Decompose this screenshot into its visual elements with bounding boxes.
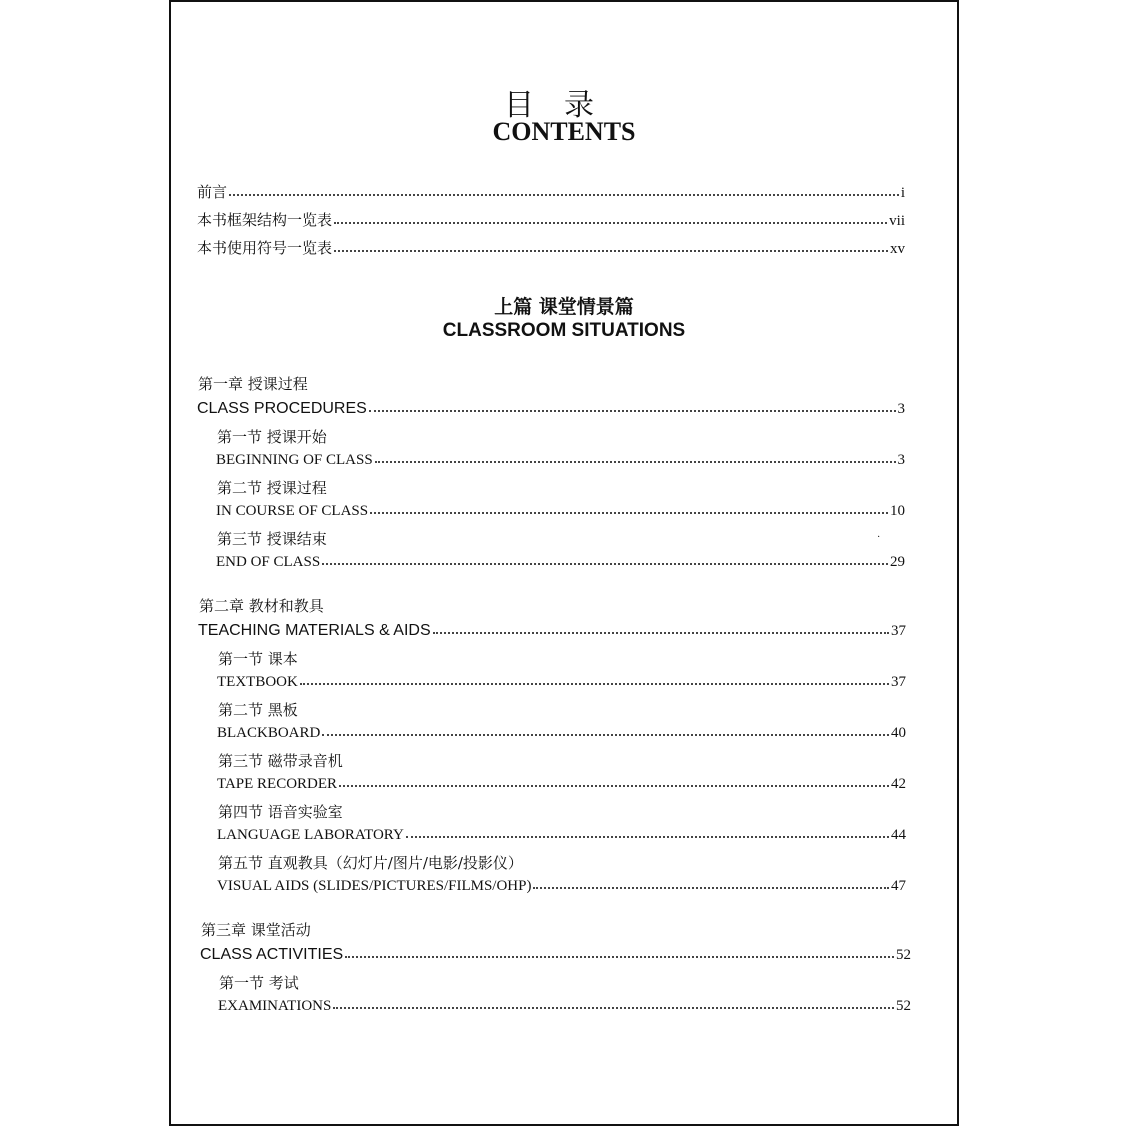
entry-label: TEXTBOOK <box>217 674 298 690</box>
title-cn: 目录 <box>504 88 624 123</box>
entry-page: 52 <box>896 947 911 963</box>
toc-entry-section-2-2[interactable] <box>217 720 906 742</box>
part-title-cn: 上篇 课堂情景篇 <box>494 296 634 318</box>
toc-entry-framework[interactable] <box>197 208 905 230</box>
entry-page: i <box>900 185 905 201</box>
leader-dots <box>433 632 889 634</box>
toc-entry-section-2-3[interactable] <box>217 771 906 793</box>
entry-page: 44 <box>891 827 906 843</box>
part-title-en: CLASSROOM SITUATIONS <box>442 320 686 341</box>
section-2-3-title-cn: 第三节 磁带录音机 <box>218 752 343 770</box>
section-2-2-title-cn: 第二节 黑板 <box>218 701 298 719</box>
leader-dots <box>334 222 887 224</box>
toc-entry-section-3-1[interactable] <box>218 993 911 1015</box>
entry-label: END OF CLASS <box>216 554 321 570</box>
entry-page: 37 <box>891 623 906 639</box>
entry-label: TEACHING MATERIALS & AIDS <box>198 622 431 639</box>
stray-dot: · <box>877 532 881 543</box>
entry-label: 本书框架结构一览表 <box>197 211 333 229</box>
entry-label: LANGUAGE LABORATORY <box>217 827 404 843</box>
entry-page: 29 <box>890 554 905 570</box>
toc-entry-section-1-1[interactable] <box>216 447 905 469</box>
section-2-1-title-cn: 第一节 课本 <box>218 650 298 668</box>
leader-dots <box>333 1007 894 1009</box>
toc-entry-symbols[interactable] <box>197 236 905 258</box>
chapter-1-title-cn: 第一章 授课过程 <box>198 375 308 393</box>
section-1-2-title-cn: 第二节 授课过程 <box>217 479 327 497</box>
toc-entry-section-2-4[interactable] <box>217 822 906 844</box>
entry-label: VISUAL AIDS (SLIDES/PICTURES/FILMS/OHP) <box>217 878 532 894</box>
entry-page: 3 <box>897 452 905 468</box>
leader-dots <box>229 194 899 196</box>
entry-page: 47 <box>891 878 906 894</box>
leader-dots <box>406 836 889 838</box>
entry-page: xv <box>890 241 905 257</box>
leader-dots <box>339 785 889 787</box>
entry-label: CLASS PROCEDURES <box>197 400 367 417</box>
section-3-1-title-cn: 第一节 考试 <box>219 974 299 992</box>
toc-entry-section-1-3[interactable] <box>216 549 905 571</box>
leader-dots <box>300 683 889 685</box>
entry-label: 本书使用符号一览表 <box>197 239 333 257</box>
section-2-5-title-cn: 第五节 直观教具（幻灯片/图片/电影/投影仪） <box>218 854 523 872</box>
leader-dots <box>322 563 888 565</box>
toc-entry-section-2-1[interactable] <box>217 669 906 691</box>
entry-label: EXAMINATIONS <box>218 998 332 1014</box>
leader-dots <box>369 410 896 412</box>
leader-dots <box>322 734 889 736</box>
section-2-4-title-cn: 第四节 语音实验室 <box>218 803 343 821</box>
entry-label: IN COURSE OF CLASS <box>216 503 369 519</box>
entry-page: 10 <box>890 503 905 519</box>
leader-dots <box>533 887 889 889</box>
entry-page: 42 <box>891 776 906 792</box>
toc-entry-preface[interactable] <box>197 180 905 202</box>
entry-page: 40 <box>891 725 906 741</box>
toc-entry-section-1-2[interactable] <box>216 498 905 520</box>
entry-label: 前言 <box>197 183 228 201</box>
entry-label: BEGINNING OF CLASS <box>216 452 373 468</box>
toc-entry-chapter-3[interactable] <box>200 942 911 964</box>
leader-dots <box>334 250 888 252</box>
chapter-2-title-cn: 第二章 教材和教具 <box>199 597 324 615</box>
section-1-3-title-cn: 第三节 授课结束 <box>217 530 327 548</box>
chapter-3-title-cn: 第三章 课堂活动 <box>201 921 311 939</box>
toc-entry-section-2-5[interactable] <box>217 873 906 895</box>
toc-entry-chapter-1[interactable] <box>197 396 905 418</box>
leader-dots <box>375 461 896 463</box>
toc-page <box>169 0 959 1126</box>
entry-page: 37 <box>891 674 906 690</box>
title-en: CONTENTS <box>492 117 636 146</box>
entry-page: vii <box>889 213 905 229</box>
toc-entry-chapter-2[interactable] <box>198 618 906 640</box>
entry-page: 3 <box>897 401 905 417</box>
leader-dots <box>345 956 894 958</box>
entry-label: TAPE RECORDER <box>217 776 338 792</box>
leader-dots <box>370 512 888 514</box>
entry-label: BLACKBOARD <box>217 725 321 741</box>
entry-label: CLASS ACTIVITIES <box>200 946 344 963</box>
section-1-1-title-cn: 第一节 授课开始 <box>217 428 327 446</box>
entry-page: 52 <box>896 998 911 1014</box>
